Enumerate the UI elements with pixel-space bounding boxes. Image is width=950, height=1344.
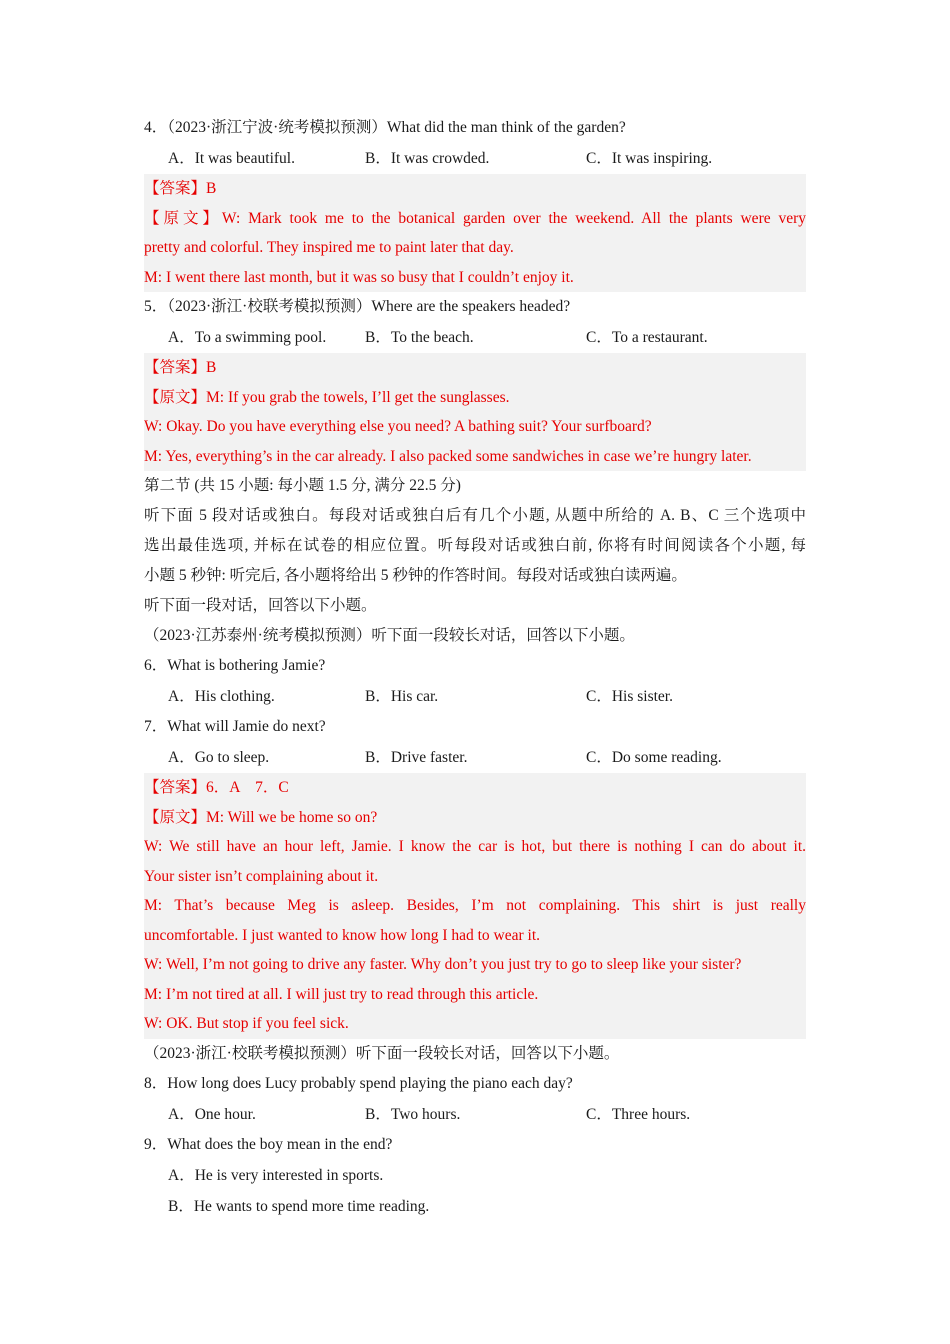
answer-box-4: [144, 174, 806, 292]
answer-label: 【答案】6．A 7．C: [144, 779, 289, 796]
transcript-line: M: I went there last month, but it was so busy that I couldn’t enjoy it.: [144, 268, 574, 286]
transcript-line: Your sister isn’t complaining about it.: [144, 867, 379, 885]
question-5-options: [144, 322, 806, 353]
transcript-line: M: I’m not tired at all. I will just try to read through this article.: [144, 985, 539, 1003]
transcript-line: W: OK. But stop if you feel sick.: [144, 1015, 349, 1032]
question-7-options: [144, 742, 806, 773]
transcript-line: pretty and colorful. They inspired me to paint later that day.: [144, 239, 514, 256]
document-page: [144, 113, 806, 1222]
option-c: C．To a restaurant.: [586, 329, 708, 346]
transcript-line: M: That’s because Meg is asleep. Besides, I’m not complaining. This shirt is just really: [144, 897, 806, 914]
option-b: B．To the beach.: [365, 329, 474, 346]
question-8-options: [144, 1099, 806, 1130]
question-9: 9．What does the boy mean in the end?: [144, 1135, 393, 1153]
option-b: B．Two hours.: [365, 1105, 461, 1123]
option-b: B．He wants to spend more time reading.: [168, 1197, 430, 1215]
option-b: B．His car.: [365, 688, 439, 705]
instruction-line: 听下面一段对话，回答以下小题。: [144, 597, 377, 614]
question-9-option-a-row: [144, 1160, 806, 1191]
option-a: A．To a swimming pool.: [168, 329, 327, 346]
option-c: C．It was inspiring.: [586, 150, 713, 167]
option-c: C．Do some reading.: [586, 749, 722, 766]
transcript-line: uncomfortable. I just wanted to know how long I had to wear it.: [144, 926, 541, 944]
section-title: 第二节 (共 15 小题: 每小题 1.5 分, 满分 22.5 分): [144, 477, 461, 494]
instruction-line: 选出最佳选项, 并标在试卷的相应位置。听每段对话或独白前, 你将有时间阅读各个小题, 每: [144, 537, 806, 554]
question-4-options: [144, 143, 806, 174]
question-7: 7．What will Jamie do next?: [144, 718, 326, 735]
transcript-line: M: Yes, everything’s in the car already. I also packed some sandwiches in case we’re hungry later.: [144, 447, 752, 465]
option-c: C．His sister.: [586, 688, 673, 705]
transcript-line: 【原文】M: If you grab the towels, I’ll get the sunglasses.: [144, 388, 510, 406]
option-c: C．Three hours.: [586, 1105, 691, 1123]
answer-label: 【答案】B: [144, 180, 217, 197]
instruction-line: 听下面 5 段对话或独白。每段对话或独白后有几个小题, 从题中所给的 A. B、C 三个选项中: [144, 507, 806, 524]
option-a: A．He is very interested in sports.: [168, 1166, 384, 1184]
transcript-line: W: Okay. Do you have everything else you need? A bathing suit? Your surfboard?: [144, 418, 652, 435]
transcript-line: W: Well, I’m not going to drive any faster. Why don’t you just try to go to sleep like your sister?: [144, 956, 742, 973]
question-5: 5．（2023·浙江·校联考模拟预测）Where are the speakers headed?: [144, 298, 571, 315]
option-a: A．Go to sleep.: [168, 749, 270, 766]
transcript-line: W: We still have an hour left, Jamie. I know the car is hot, but there is nothing I can do about it.: [144, 838, 806, 855]
option-b: B．Drive faster.: [365, 749, 468, 766]
question-8: 8．How long does Lucy probably spend playing the piano each day?: [144, 1074, 573, 1092]
question-6-options: [144, 681, 806, 712]
answer-box-6-7: [144, 773, 806, 1039]
transcript-line: 【原文】W: Mark took me to the botanical garden over the weekend. All the plants were very: [144, 209, 806, 227]
question-4: 4．（2023·浙江宁波·统考模拟预测）What did the man think of the garden?: [144, 119, 626, 136]
answer-label: 【答案】B: [144, 359, 217, 376]
source-line: （2023·浙江·校联考模拟预测）听下面一段较长对话，回答以下小题。: [144, 1044, 620, 1062]
answer-box-5: [144, 353, 806, 471]
source-line: （2023·江苏泰州·统考模拟预测）听下面一段较长对话，回答以下小题。: [144, 627, 635, 644]
instruction-line: 小题 5 秒钟: 听完后, 各小题将给出 5 秒钟的作答时间。每段对话或独白读两遍。: [144, 567, 687, 584]
option-a: A．His clothing.: [168, 688, 275, 705]
option-a: A．It was beautiful.: [168, 150, 295, 167]
transcript-line: 【原文】M: Will we be home so on?: [144, 808, 378, 826]
option-a: A．One hour.: [168, 1105, 256, 1123]
question-6: 6．What is bothering Jamie?: [144, 657, 326, 674]
question-9-option-b-row: [144, 1191, 806, 1222]
option-b: B．It was crowded.: [365, 150, 490, 167]
